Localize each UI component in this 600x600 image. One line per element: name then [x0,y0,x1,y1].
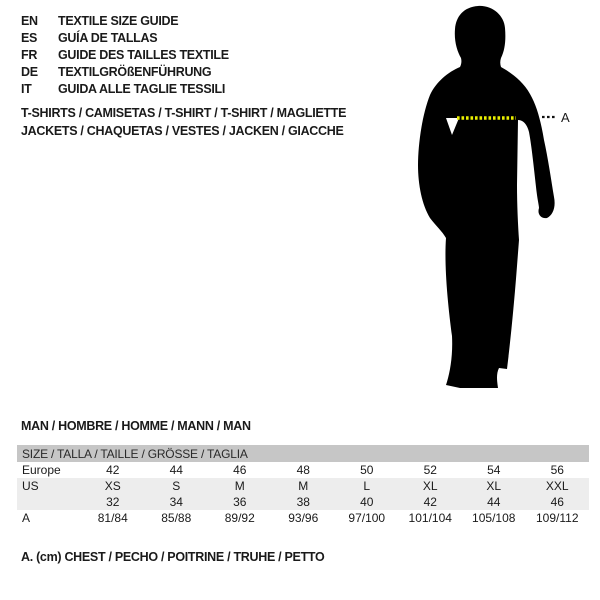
language-label: GUIDA ALLE TAGLIE TESSILI [58,81,226,96]
size-cell: 89/92 [224,511,255,525]
garment-line-tshirts: T-SHIRTS / CAMISETAS / T-SHIRT / T-SHIRT / MAGLIETTE [21,106,347,120]
language-code: DE [21,64,38,79]
size-cell: 81/84 [97,511,128,525]
measure-label: A [561,110,570,125]
language-row-de [21,63,229,80]
language-label: GUIDE DES TAILLES TEXTILE [58,47,229,62]
size-cell: M [298,479,309,493]
man-body-silhouette [418,6,555,388]
row-label: Europe [22,463,61,477]
size-cell: L [363,479,371,493]
table-row-europe [17,462,589,478]
row-label: US [22,479,39,493]
size-cell: 42 [106,463,120,477]
size-table [17,445,589,526]
size-cell: 36 [233,495,247,509]
size-cell: 44 [487,495,501,509]
size-cell: 54 [487,463,501,477]
language-row-es [21,29,229,46]
language-code: EN [21,13,38,28]
language-label: TEXTILGRÖßENFÜHRUNG [58,64,212,79]
measurement-footnote: A. (cm) CHEST / PECHO / POITRINE / TRUHE / PETTO [21,550,325,564]
language-code: IT [21,81,32,96]
section-title-man: MAN / HOMBRE / HOMME / MANN / MAN [21,419,251,433]
size-cell: S [172,479,181,493]
size-cell: 97/100 [348,511,386,525]
size-cell: 101/104 [408,511,452,525]
size-cell: XS [104,479,121,493]
size-cell: 56 [550,463,564,477]
size-cell: 40 [360,495,374,509]
size-cell: XXL [545,479,569,493]
language-code: FR [21,47,38,62]
table-row-chest-cm [17,510,589,526]
size-cell: 34 [169,495,183,509]
size-cell: 44 [169,463,183,477]
row-label: A [22,511,31,525]
size-cell: 52 [423,463,437,477]
man-silhouette-figure [392,0,584,400]
language-list [21,12,229,97]
size-cell: 93/96 [288,511,319,525]
language-label: GUÍA DE TALLAS [58,30,158,45]
size-cell: 46 [550,495,564,509]
language-row-en [21,12,229,29]
size-cell: M [234,479,245,493]
size-cell: 46 [233,463,247,477]
size-cell: 109/112 [536,511,579,525]
size-cell: 32 [106,495,120,509]
size-table-header: SIZE / TALLA / TAILLE / GRÖSSE / TAGLIA [17,445,589,462]
garment-line-jackets: JACKETS / CHAQUETAS / VESTES / JACKEN / GIACCHE [21,124,344,138]
size-cell: 48 [296,463,310,477]
language-label: TEXTILE SIZE GUIDE [58,13,179,28]
language-row-it [21,80,229,97]
garment-categories [21,104,346,140]
table-row-us-numbers [17,494,589,510]
size-cell: 105/108 [472,511,516,525]
size-cell: 85/88 [161,511,192,525]
size-cell: 38 [296,495,310,509]
size-cell: 50 [360,463,374,477]
language-row-fr [21,46,229,63]
size-cell: 42 [423,495,437,509]
language-code: ES [21,30,38,45]
size-cell: XL [422,479,438,493]
size-cell: XL [486,479,502,493]
table-row-us-letters [17,478,589,494]
